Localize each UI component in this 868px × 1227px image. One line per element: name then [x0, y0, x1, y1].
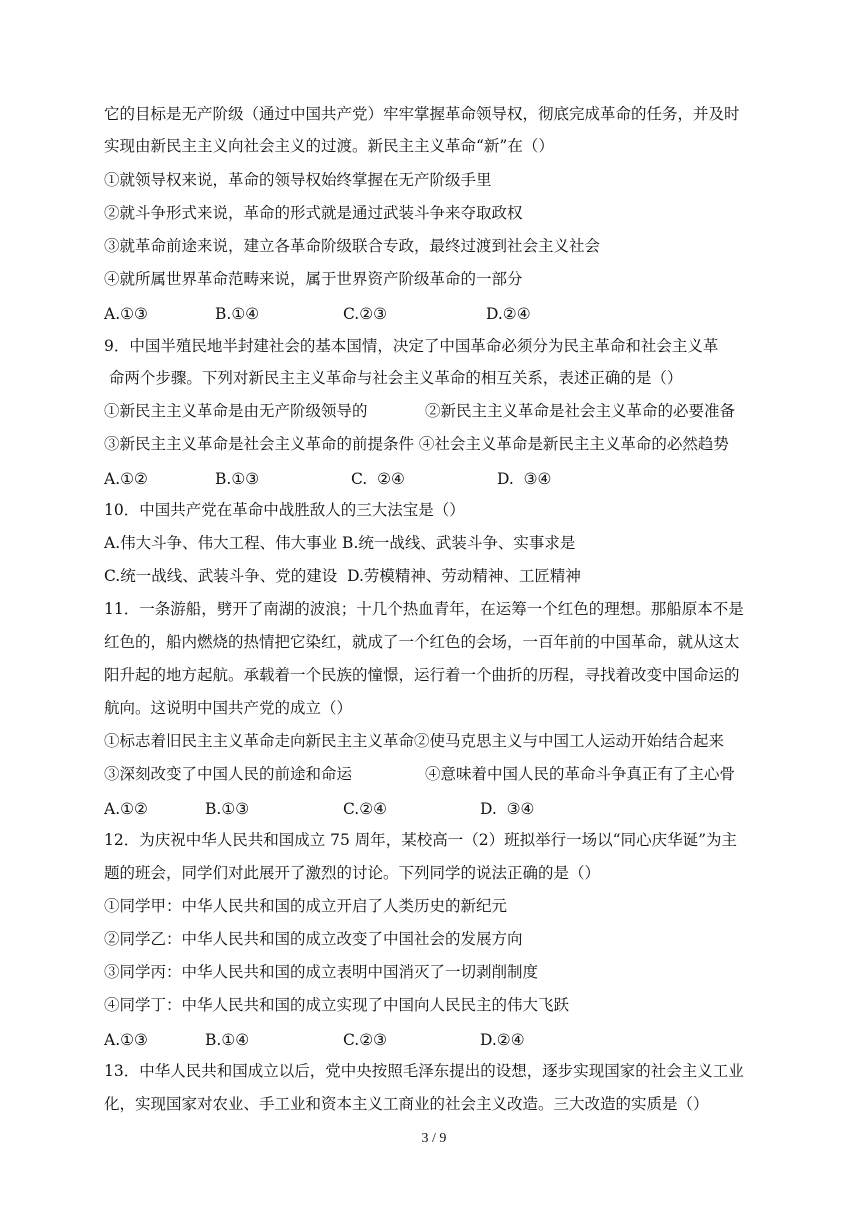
q8-text-line-2: 实现由新民主主义向社会主义的过渡。新民主主义革命“新”在（）: [104, 137, 554, 155]
q10-text-line-1: 10．中国共产党在革命中战胜敌人的三大法宝是（）: [104, 501, 465, 519]
q11-statement-3: ③深刻改变了中国人民的前途和命运: [104, 765, 353, 783]
q8-statement-2: ②就斗争形式来说，革命的形式就是通过武装斗争来夺取政权: [104, 204, 523, 222]
q12-statement-1: ①同学甲：中华人民共和国的成立开启了人类历史的新纪元: [104, 897, 508, 915]
q11-statement-4: ④意味着中国人民的革命斗争真正有了主心骨: [425, 765, 736, 783]
q12-option-c: C.②③: [343, 1031, 388, 1049]
q11-text-line-4: 航向。这说明中国共产党的成立（）: [104, 699, 353, 717]
q9-option-d: D. ③④: [497, 470, 552, 488]
q10-options-ab: A.伟大斗争、伟大工程、伟大事业 B.统一战线、武装斗争、实事求是: [104, 534, 576, 552]
q11-option-c: C.②④: [343, 800, 388, 818]
q8-statement-1: ①就领导权来说，革命的领导权始终掌握在无产阶级手里: [104, 171, 492, 189]
q12-text-line-1: 12．为庆祝中华人民共和国成立 75 周年，某校高一（2）班拟举行一场以“同心庆华诞”为主: [104, 831, 738, 849]
page-number: 3 / 9: [421, 1131, 447, 1146]
q8-text-line-1: 它的目标是无产阶级（通过中国共产党）牢牢掌握革命领导权，彻底完成革命的任务，并及时: [104, 105, 740, 123]
q12-option-d: D.②④: [480, 1031, 525, 1049]
q12-statement-2: ②同学乙：中华人民共和国的成立改变了中国社会的发展方向: [104, 930, 523, 948]
q11-text-line-3: 阳升起的地方起航。承载着一个民族的憧憬，运行着一个曲折的历程，寻找着改变中国命运的: [104, 666, 740, 684]
q11-statement-1-2: ①标志着旧民主主义革命走向新民主主义革命②使马克思主义与中国工人运动开始结合起来: [104, 732, 725, 750]
q12-statement-4: ④同学丁：中华人民共和国的成立实现了中国向人民民主的伟大飞跃: [104, 996, 570, 1014]
q8-statement-4: ④就所属世界革命范畴来说，属于世界资产阶级革命的一部分: [104, 270, 523, 288]
q10-options-cd: C.统一战线、武装斗争、党的建设 D.劳模精神、劳动精神、工匠精神: [104, 567, 581, 585]
q12-options: [104, 1030, 764, 1050]
q9-option-c: C. ②④: [351, 470, 405, 488]
q8-option-a: A.①③: [104, 305, 148, 323]
q11-text-line-2: 红色的，船内燃烧的热情把它染红，就成了一个红色的会场，一百年前的中国革命，就从这太: [104, 633, 740, 651]
q9-option-b: B.①③: [215, 470, 260, 488]
q12-text-line-2: 题的班会，同学们对此展开了激烈的讨论。下列同学的说法正确的是（）: [104, 864, 601, 882]
q9-statement-3-4: ③新民主主义革命是社会主义革命的前提条件 ④社会主义革命是新民主主义革命的必然趋势: [104, 435, 729, 453]
q9-text-line-1: 9．中国半殖民地半封建社会的基本国情，决定了中国革命必须分为民主革命和社会主义革: [104, 337, 719, 355]
q12-option-a: A.①③: [104, 1031, 148, 1049]
q8-options: [104, 304, 764, 324]
q11-text-line-1: 11．一条游船，劈开了南湖的波浪；十几个热血青年，在运筹一个红色的理想。那船原本不是: [104, 600, 744, 618]
q13-text-line-1: 13．中华人民共和国成立以后，党中央按照毛泽东提出的设想，逐步实现国家的社会主义工业: [104, 1062, 744, 1080]
q9-statement-2: ②新民主主义革命是社会主义革命的必要准备: [425, 402, 736, 420]
q12-statement-3: ③同学丙：中华人民共和国的成立表明中国消灭了一切剥削制度: [104, 963, 539, 981]
q11-option-d: D. ③④: [480, 800, 535, 818]
q11-option-a: A.①②: [104, 800, 148, 818]
q8-option-c: C.②③: [343, 305, 388, 323]
q8-option-b: B.①④: [215, 305, 260, 323]
q8-option-d: D.②④: [486, 305, 531, 323]
q9-option-a: A.①②: [104, 470, 148, 488]
q8-statement-3: ③就革命前途来说，建立各革命阶级联合专政，最终过渡到社会主义社会: [104, 237, 601, 255]
q9-statement-1: ①新民主主义革命是由无产阶级领导的: [104, 402, 368, 420]
q12-option-b: B.①④: [205, 1031, 250, 1049]
q11-option-b: B.①③: [205, 800, 250, 818]
q11-options: [104, 799, 764, 819]
q9-options: [104, 469, 764, 489]
q9-text-line-2: 命两个步骤。下列对新民主主义革命与社会主义革命的相互关系，表述正确的是（）: [104, 369, 683, 387]
q13-text-line-2: 化，实现国家对农业、手工业和资本主义工商业的社会主义改造。三大改造的实质是（）: [104, 1095, 709, 1113]
